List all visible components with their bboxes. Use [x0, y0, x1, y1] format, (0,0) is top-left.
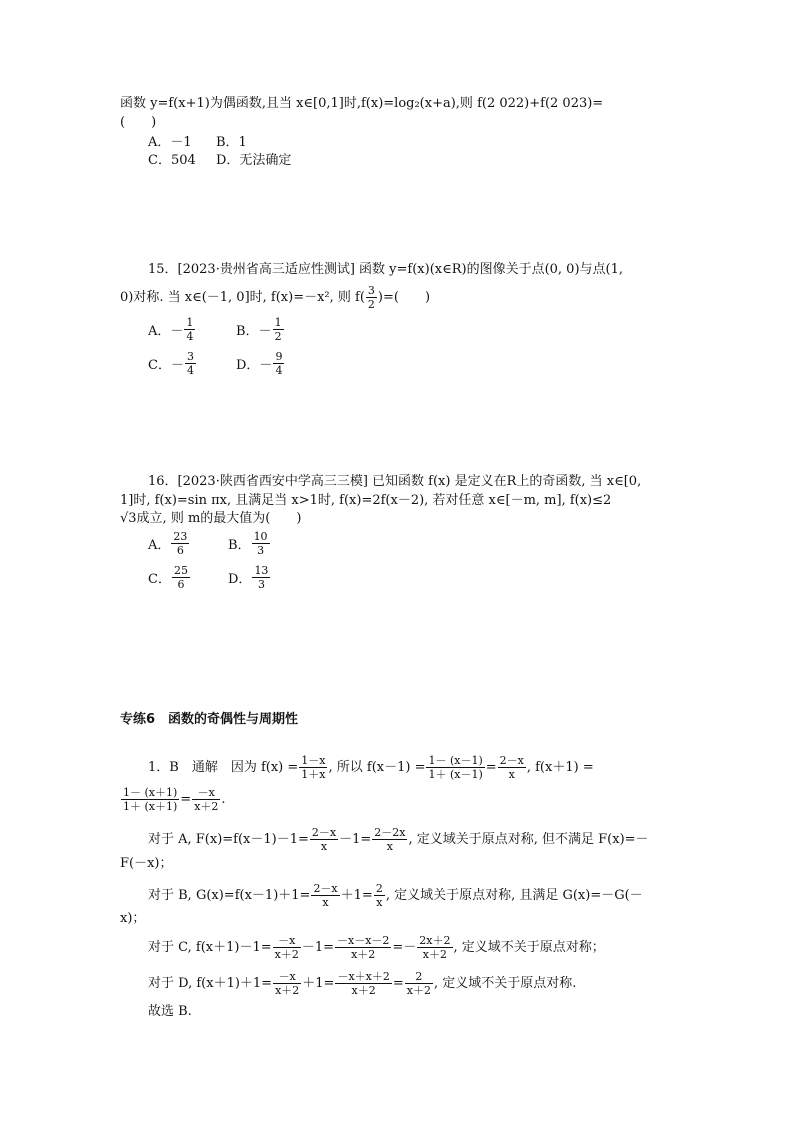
q16-option-c: C． $\frac{25}{6}$: [148, 564, 188, 591]
answer-line-2: $\frac{1- (x+1)}{1+ (x+1)}$ = $\frac{-x}{x+2}$ .: [123, 786, 226, 813]
answer-line-8: 对于 D, f(x＋1)＋1= $\frac{-x}{x+2}$ ＋1= $\frac{-x+x+2}{x+2}$ = $\frac{2}{x+2}$ , 定义域不关于原点对称.: [148, 970, 577, 997]
q16-option-b: B． $\frac{10}{3}$: [228, 530, 268, 557]
answer-line-6: x)；: [120, 911, 146, 926]
q15-options-row2: [148, 350, 303, 377]
q14-option-a: A．－1: [148, 135, 192, 150]
answer-line-9: 故选 B.: [148, 1004, 192, 1019]
q14-options-row1: [148, 135, 247, 151]
q16-options-row1: [148, 530, 289, 557]
answer-line-3: 对于 A, F(x)=f(x－1)－1= $\frac{2-x}{x}$ －1= $\frac{2-2x}{x}$ , 定义域关于原点对称, 但不满足 F(x)=－: [148, 826, 649, 853]
q16-options-row2: [148, 564, 289, 591]
q16-stem-line1: 16．[2023·陕西省西安中学高三三模] 已知函数 f(x) 是定义在R上的奇函数, 当 x∈[0,: [148, 474, 642, 489]
q16-stem-line2: 1]时, f(x)=sin πx, 且满足当 x>1时, f(x)=2f(x－2), 若对任意 x∈[－m, m], f(x)≤2: [120, 493, 612, 508]
q15-options-row1: [148, 316, 303, 343]
q16-option-a: A． $\frac{23}{6}$: [148, 530, 188, 557]
q14-option-d: D．无法确定: [216, 153, 292, 168]
q15-stem-line1: 15．[2023·贵州省高三适应性测试] 函数 y=f(x)(x∈R)的图像关于点(0, 0)与点(1,: [148, 262, 624, 277]
q15-stem-line2: 0)对称. 当 x∈(－1, 0]时, f(x)=－x², 则 f( $\frac{3}{2}$ )=( ): [120, 284, 431, 311]
q15-option-b: B．－ $\frac{1}{2}$: [236, 316, 282, 343]
q15-option-a: A．－ $\frac{1}{4}$: [148, 316, 194, 343]
q16-stem-line3: √3成立, 则 m的最大值为( ): [120, 511, 302, 526]
q14-option-b: B．1: [216, 135, 247, 150]
q14-options-row2: [148, 153, 291, 169]
q15-option-c: C．－ $\frac{3}{4}$: [148, 350, 194, 377]
q15-stem-fraction: $\frac{3}{2}$: [367, 284, 375, 311]
answer-line-4: F(－x)；: [120, 856, 173, 871]
answer-line-5: 对于 B, G(x)=f(x－1)＋1= $\frac{2-x}{x}$ ＋1= $\frac{2}{x}$ , 定义域关于原点对称, 且满足 G(x)=－G(－: [148, 882, 643, 909]
q14-option-c: C．504: [148, 153, 196, 168]
q14-stem-line1: 函数 y=f(x+1)为偶函数,且当 x∈[0,1]时,f(x)=log₂(x+a),则 f(2 022)+f(2 023)=: [120, 96, 604, 111]
answer-line-7: 对于 C, f(x＋1)－1= $\frac{-x}{x+2}$ －1= $\frac{-x-x-2}{x+2}$ =－ $\frac{2x+2}{x+2}$ , 定义域不关于原点对称；: [148, 934, 605, 961]
answer-line-1: 1．B 通解 因为 f(x) = $\frac{1-x}{1+x}$ , 所以 f(x－1) = $\frac{1- (x-1)}{1+ (x-1)}$ = $\frac{2-x}{x}$ , f(x＋1) =: [148, 754, 594, 781]
q16-option-d: D． $\frac{13}{3}$: [228, 564, 269, 591]
q15-option-d: D．－ $\frac{9}{4}$: [236, 350, 283, 377]
q14-stem-line2: ( ): [120, 115, 157, 130]
answer-section-title: 专练6 函数的奇偶性与周期性: [120, 712, 299, 727]
